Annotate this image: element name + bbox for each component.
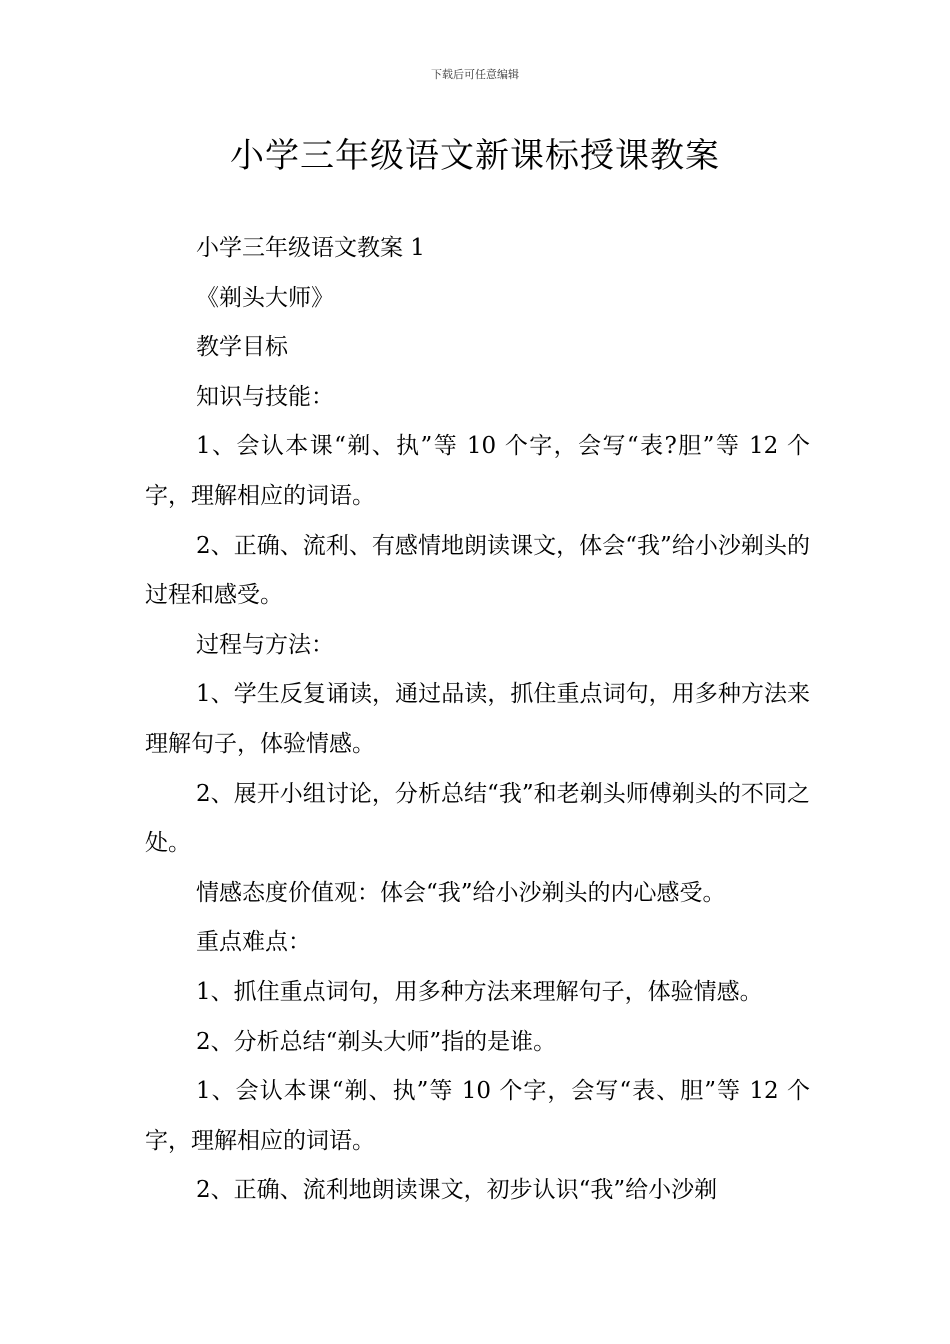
paragraph: 重点难点：	[196, 929, 311, 956]
header-note: 下载后可任意编辑	[431, 68, 519, 81]
paragraph: 1、会认本课“剃、执”等 10 个字，会写“表?胆”等 12 个字，理解相应的词语。	[145, 433, 810, 509]
paragraph: 1、学生反复诵读，通过品读，抓住重点词句，用多种方法来理解句子，体验情感。	[145, 681, 810, 757]
paragraph: 2、正确、流利地朗读课文，初步认识“我”给小沙剃	[196, 1177, 718, 1204]
paragraph: 过程与方法：	[196, 631, 334, 658]
paragraph: 2、正确、流利、有感情地朗读课文，体会“我”给小沙剃头的过程和感受。	[145, 532, 810, 609]
paragraph: 2、展开小组讨论，分析总结“我”和老剃头师傅剃头的不同之处。	[145, 780, 810, 857]
paragraph: 知识与技能：	[196, 383, 334, 410]
paragraph: 2、分析总结“剃头大师”指的是谁。	[196, 1028, 557, 1055]
document-body	[145, 224, 810, 1216]
paragraph: 《剃头大师》	[196, 284, 334, 311]
paragraph: 教学目标	[196, 334, 288, 361]
paragraph: 小学三年级语文教案 1	[196, 235, 425, 261]
paragraph: 情感态度价值观：体会“我”给小沙剃头的内心感受。	[196, 879, 726, 906]
paragraph: 1、抓住重点词句，用多种方法来理解句子，体验情感。	[196, 978, 763, 1005]
paragraph: 1、会认本课“剃、执”等 10 个字，会写“表、胆”等 12 个字，理解相应的词语。	[145, 1078, 810, 1154]
document-title: 小学三年级语文新课标授课教案	[230, 136, 720, 176]
